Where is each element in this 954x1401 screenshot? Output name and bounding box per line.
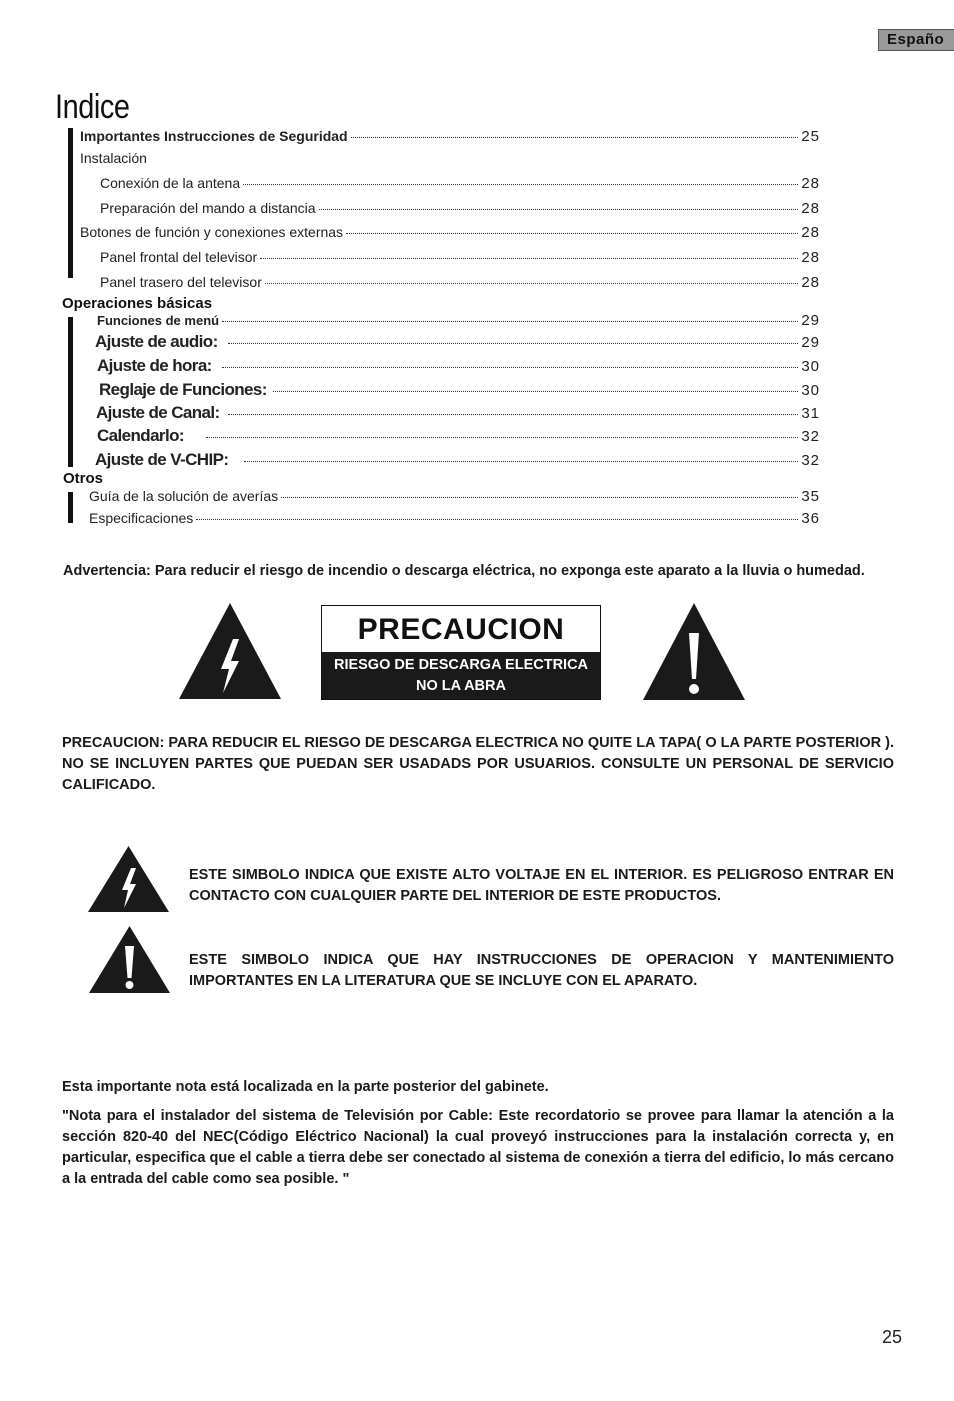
toc-entry-label: Ajuste de hora:	[97, 356, 212, 375]
toc-leader-dots	[222, 321, 798, 322]
toc-entry-vchip[interactable]	[95, 450, 820, 470]
toc-entry-page: 30	[801, 358, 820, 375]
toc-leader-dots	[319, 209, 799, 210]
toc-entry-label: Importantes Instrucciones de Seguridad	[80, 128, 348, 144]
toc-entry-buttons[interactable]	[80, 224, 820, 241]
toc-entry-audio[interactable]	[95, 332, 820, 352]
toc-entry-antenna[interactable]	[100, 175, 820, 192]
toc-section-bar	[68, 317, 73, 467]
toc-section-bar	[68, 128, 73, 278]
caution-label	[321, 605, 601, 700]
toc-entry-page: 28	[801, 200, 820, 217]
lightning-warning-icon	[179, 603, 281, 699]
toc-entry-functions[interactable]	[99, 380, 820, 400]
toc-entry-label: Panel trasero del televisor	[100, 274, 262, 290]
cable-installer-note: "Nota para el instalador del sistema de Televisión por Cable: Este recordatorio se provee para llamar la atención a la sección 820-40 del NEC(Código Eléctrico Nacional) la cual proveyó instrucciones para la instalación correcta y, en particular, especifica que el cable a tierra debe ser conectado al sistema de conexión a tierra del edificio, lo más cercano a la entrada del cable como sea posible. "	[62, 1108, 894, 1187]
lightning-symbol-icon	[88, 846, 169, 912]
toc-entry-page: 31	[801, 405, 820, 422]
language-tab: Españo	[878, 29, 954, 51]
exclamation-symbol-icon	[89, 926, 170, 993]
toc-leader-dots	[281, 497, 798, 498]
toc-entry-installation[interactable]	[80, 150, 147, 166]
toc-leader-dots	[228, 414, 799, 415]
toc-leader-dots	[260, 258, 798, 259]
voltage-symbol-text: ESTE SIMBOLO INDICA QUE EXISTE ALTO VOLTAJE EN EL INTERIOR. ES PELIGROSO ENTRAR EN CONTACTO CON CUALQUIER PARTE DEL INTERIOR DE ESTE PRODUCTOS.	[189, 867, 894, 904]
toc-entry-label: Instalación	[80, 150, 147, 166]
toc-leader-dots	[243, 184, 798, 185]
toc-entry-calendar[interactable]	[97, 426, 820, 446]
toc-leader-dots	[265, 283, 798, 284]
note-location-text: Esta importante nota está localizada en la parte posterior del gabinete.	[62, 1079, 549, 1095]
toc-entry-label: Reglaje de Funciones:	[99, 380, 267, 399]
toc-entry-specifications[interactable]	[89, 510, 820, 527]
exclamation-warning-icon	[643, 603, 745, 700]
toc-entry-page: 25	[801, 128, 820, 145]
toc-entry-page: 28	[801, 274, 820, 291]
toc-entry-troubleshooting[interactable]	[89, 488, 820, 505]
toc-entry-rear-panel[interactable]	[100, 274, 820, 291]
toc-entry-page: 29	[801, 334, 820, 351]
toc-entry-label: Preparación del mando a distancia	[100, 200, 316, 216]
toc-entry-page: 35	[801, 488, 820, 505]
toc-entry-label: Ajuste de audio:	[95, 332, 218, 351]
toc-entry-page: 32	[801, 428, 820, 445]
instructions-symbol-text: ESTE SIMBOLO INDICA QUE HAY INSTRUCCIONES DE OPERACION Y MANTENIMIENTO IMPORTANTES EN LA LITERATURA QUE SE INCLUYE CON EL APARATO.	[189, 952, 894, 989]
toc-leader-dots	[206, 437, 798, 438]
toc-entry-label: Ajuste de Canal:	[96, 403, 220, 422]
page-title: Indice	[55, 88, 130, 126]
toc-section-other: Otros	[63, 470, 104, 487]
toc-leader-dots	[222, 367, 799, 368]
toc-entry-page: 28	[801, 224, 820, 241]
toc-entry-page: 30	[801, 382, 820, 399]
toc-entry-label: Ajuste de V-CHIP:	[95, 450, 229, 469]
warning-text: Advertencia: Para reducir el riesgo de incendio o descarga eléctrica, no exponga este aparato a la lluvia o humedad.	[63, 563, 865, 579]
toc-entry-label: Calendarlo:	[97, 426, 184, 445]
caution-label-line2: NO LA ABRA	[416, 678, 506, 694]
toc-leader-dots	[244, 461, 798, 462]
caution-text: PRECAUCION: PARA REDUCIR EL RIESGO DE DESCARGA ELECTRICA NO QUITE LA TAPA( O LA PARTE POSTERIOR ). NO SE INCLUYEN PARTES QUE PUEDAN SER USADADS POR USUARIOS. CONSULTE UN PERSONAL DE SERVICIO CALIFICADO.	[62, 735, 894, 793]
toc-section-bar	[68, 492, 73, 523]
toc-entry-menu[interactable]	[97, 312, 820, 329]
caution-label-band	[322, 652, 600, 699]
toc-entry-time[interactable]	[97, 356, 820, 376]
toc-leader-dots	[228, 343, 799, 344]
toc-entry-safety[interactable]	[80, 128, 820, 145]
caution-label-line1: RIESGO DE DESCARGA ELECTRICA	[333, 657, 589, 673]
toc-entry-label: Guía de la solución de averías	[89, 488, 279, 504]
toc-entry-remote[interactable]	[100, 200, 820, 217]
toc-entry-page: 29	[801, 312, 820, 329]
caution-label-title: PRECAUCION	[357, 613, 565, 646]
toc-entry-page: 28	[801, 249, 820, 266]
toc-entry-front-panel[interactable]	[100, 249, 820, 266]
page-number: 25	[882, 1327, 903, 1347]
toc-entry-label: Botones de función y conexiones externas	[80, 224, 344, 240]
toc-leader-dots	[346, 233, 798, 234]
toc-leader-dots	[196, 519, 798, 520]
toc-entry-channel[interactable]	[96, 403, 820, 423]
toc-entry-label: Panel frontal del televisor	[100, 249, 258, 265]
toc-leader-dots	[273, 391, 798, 392]
toc-entry-page: 32	[801, 452, 820, 469]
toc-entry-page: 28	[801, 175, 820, 192]
toc-entry-page: 36	[801, 510, 820, 527]
toc-entry-label: Funciones de menú	[97, 313, 220, 328]
toc-section-basic: Operaciones básicas	[62, 295, 213, 312]
toc-leader-dots	[351, 137, 799, 138]
toc-entry-label: Especificaciones	[89, 510, 194, 526]
toc-entry-label: Conexión de la antena	[100, 175, 241, 191]
